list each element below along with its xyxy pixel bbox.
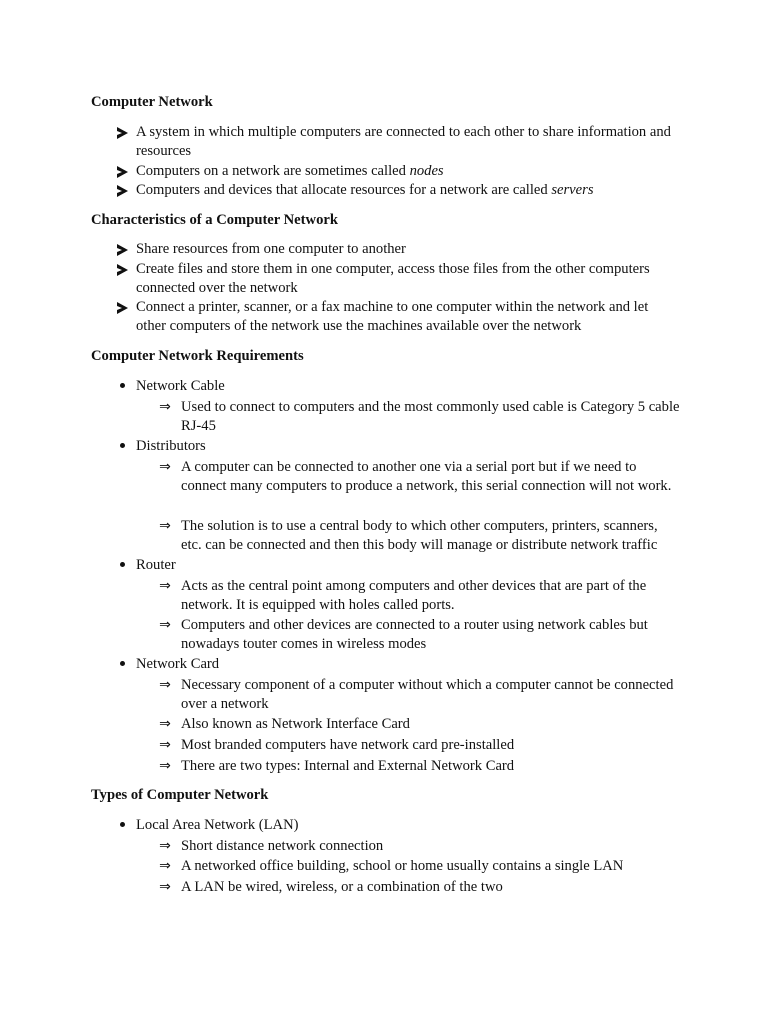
- list-item: [136, 123, 676, 161]
- sub-list-item-text: There are two types: Internal and External Network Card: [181, 758, 515, 774]
- sub-list-item-text: Necessary component of a computer without which a computer cannot be connected over a network: [181, 677, 674, 712]
- round-bullet-icon: [112, 556, 132, 575]
- sub-list-item: [159, 757, 681, 776]
- sub-list-item-text: Acts as the central point among computers and other devices that are part of the network. It is equipped with holes called ports.: [181, 578, 647, 613]
- round-bullet-icon: [112, 377, 132, 396]
- list-item: [136, 298, 676, 336]
- arrowhead-bullet-icon: [112, 181, 132, 200]
- sub-list-item-text: A LAN be wired, wireless, or a combination of the two: [181, 879, 503, 895]
- sub-list-item-text: Computers and other devices are connected to a router using network cables but nowadays touter comes in wireless modes: [181, 617, 648, 652]
- sub-list-item: [159, 577, 681, 615]
- list-item-text: Computers on a network are sometimes called: [136, 163, 410, 179]
- list-item-label: Network Cable: [136, 378, 225, 394]
- list-item-text: Create files and store them in one computer, access those files from the other computers connected over the network: [136, 261, 650, 296]
- sub-list-item-text: Most branded computers have network card pre-installed: [181, 737, 515, 753]
- round-bullet-icon: [112, 655, 132, 674]
- list-item-label: Local Area Network (LAN): [136, 817, 299, 833]
- arrowhead-bullet-icon: [112, 260, 132, 279]
- section-heading-characteristics: Characteristics of a Computer Network: [91, 212, 338, 228]
- sub-list-item-text: Short distance network connection: [181, 838, 384, 854]
- list-item: [136, 260, 676, 298]
- double-arrow-icon: ⇒: [159, 399, 171, 415]
- sub-list-item: [159, 398, 681, 436]
- list-item-label: Network Card: [136, 656, 220, 672]
- section-heading-requirements: Computer Network Requirements: [91, 348, 304, 364]
- double-arrow-icon: ⇒: [159, 737, 171, 753]
- round-bullet-icon: [112, 816, 132, 835]
- double-arrow-icon: ⇒: [159, 838, 171, 854]
- arrowhead-bullet-icon: [112, 162, 132, 181]
- list-item: [136, 377, 676, 396]
- list-item-text: Share resources from one computer to another: [136, 241, 406, 257]
- double-arrow-icon: ⇒: [159, 677, 171, 693]
- double-arrow-icon: ⇒: [159, 518, 171, 534]
- list-item-label: Router: [136, 557, 176, 573]
- sub-list-item-text: The solution is to use a central body to which other computers, printers, scanners, etc. can be connected and then this body will manage or distribute network traffic: [181, 518, 658, 553]
- sub-list-item-text: A networked office building, school or home usually contains a single LAN: [181, 858, 624, 874]
- sub-list-item: [159, 517, 681, 555]
- emphasis-term: nodes: [409, 163, 444, 179]
- double-arrow-icon: ⇒: [159, 879, 171, 895]
- list-item: [136, 181, 676, 200]
- double-arrow-icon: ⇒: [159, 858, 171, 874]
- sub-list-item: [159, 878, 681, 897]
- sub-list-item: [159, 736, 681, 755]
- list-item: [136, 437, 676, 456]
- double-arrow-icon: ⇒: [159, 617, 171, 633]
- list-item-text: Connect a printer, scanner, or a fax machine to one computer within the network and let other computers of the network use the machines available over the network: [136, 299, 649, 334]
- round-bullet-icon: [112, 437, 132, 456]
- double-arrow-icon: ⇒: [159, 459, 171, 475]
- list-item: [136, 240, 676, 259]
- sub-list-item-text: Used to connect to computers and the most commonly used cable is Category 5 cable RJ-45: [181, 399, 680, 434]
- list-item-text: Computers and devices that allocate resources for a network are called: [136, 182, 552, 198]
- sub-list-item-text: Also known as Network Interface Card: [181, 716, 410, 732]
- sub-list-item: [159, 837, 681, 856]
- emphasis-term: servers: [551, 182, 594, 198]
- arrowhead-bullet-icon: [112, 298, 132, 317]
- double-arrow-icon: ⇒: [159, 758, 171, 774]
- list-item-text: A system in which multiple computers are connected to each other to share information and resources: [136, 124, 671, 159]
- list-item: [136, 655, 676, 674]
- list-item-label: Distributors: [136, 438, 206, 454]
- sub-list-item-text: A computer can be connected to another one via a serial port but if we need to connect many computers to produce a network, this serial connection will not work.: [181, 459, 672, 494]
- section-heading-types: Types of Computer Network: [91, 787, 269, 803]
- double-arrow-icon: ⇒: [159, 716, 171, 732]
- list-item: [136, 162, 676, 181]
- list-item: [136, 816, 676, 835]
- double-arrow-icon: ⇒: [159, 578, 171, 594]
- sub-list-item: [159, 676, 681, 714]
- arrowhead-bullet-icon: [112, 240, 132, 259]
- sub-list-item: [159, 616, 681, 654]
- sub-list-item: [159, 458, 681, 496]
- list-item: [136, 556, 676, 575]
- section-heading-computer-network: Computer Network: [91, 94, 213, 110]
- sub-list-item: [159, 715, 681, 734]
- arrowhead-bullet-icon: [112, 123, 132, 142]
- sub-list-item: [159, 857, 681, 876]
